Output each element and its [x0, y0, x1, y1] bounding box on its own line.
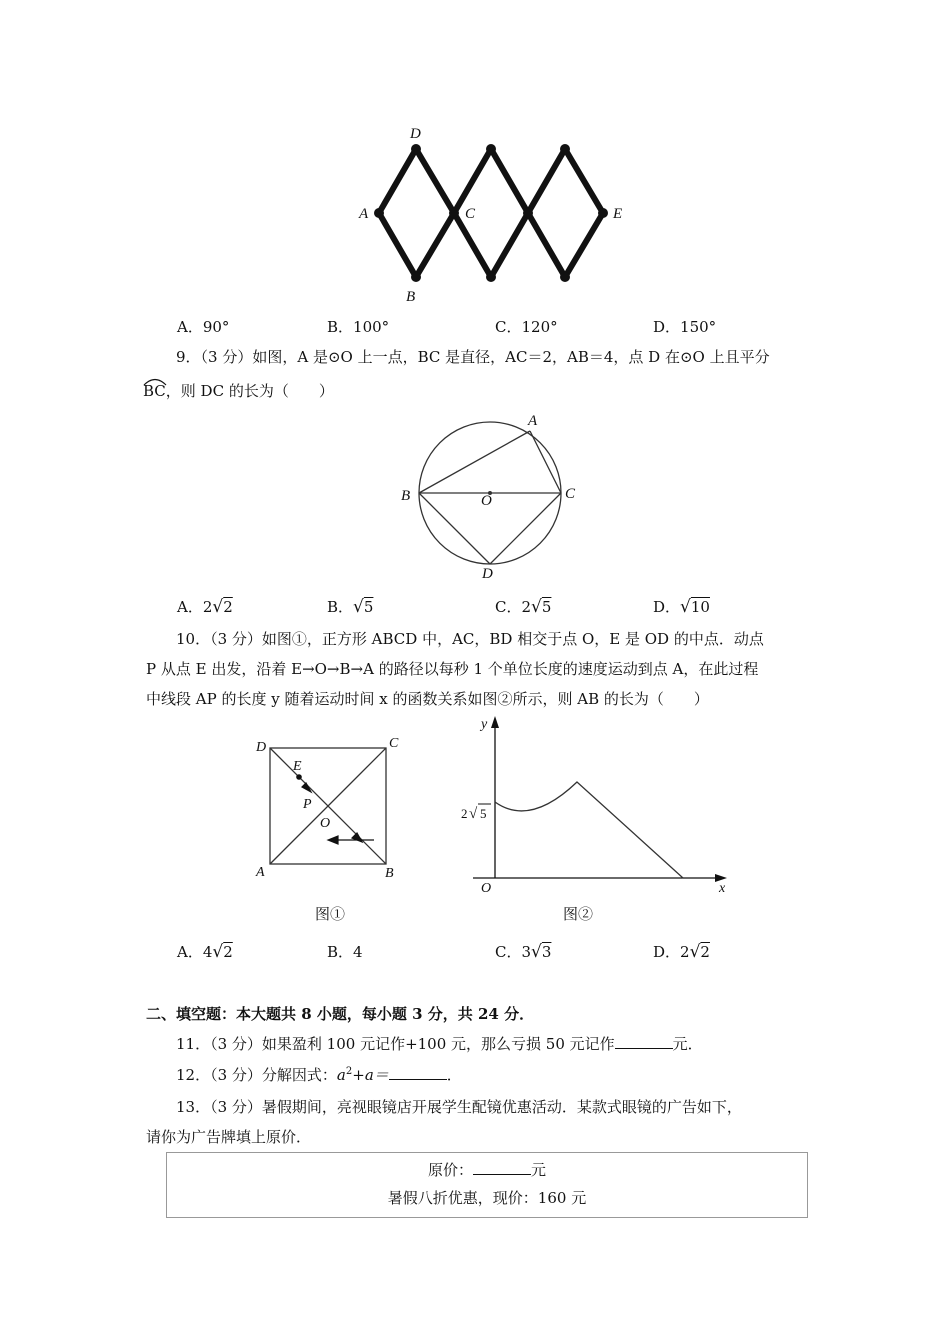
q10-fig1-label-c: C [389, 736, 399, 751]
q10-fig2-label-origin: O [481, 881, 492, 896]
q13-original-price: 原价： 元 [427, 1161, 547, 1179]
q10-fig1-label-d: D [256, 740, 267, 755]
q10-fig1-label-a: A [256, 865, 265, 880]
q9-line2: BC，则 DC 的长为（ ） [143, 380, 334, 401]
q9-choice-a: A．2√2 [177, 597, 233, 617]
q10-line2: P 从点 E 出发，沿着 E→O→B→A 的路径以每秒 1 个单位长度的速度运动到点 A，在此过程 [146, 660, 759, 678]
q10-fig2-ylabel-rad: 5 [480, 806, 487, 821]
q10-choice-d: D．2√2 [653, 942, 710, 962]
q8-figure [350, 120, 640, 310]
q8-choice-c: C．120° [495, 318, 558, 336]
q12-answer-blank[interactable] [389, 1065, 447, 1080]
q10-figure-2 [455, 712, 740, 897]
q8-label-e: E [613, 206, 623, 222]
q13-line2: 请你为广告牌填上原价． [146, 1128, 312, 1146]
q9-label-c: C [565, 486, 576, 502]
q10-fig1-caption: 图① [315, 905, 346, 923]
q9-label-d: D [482, 566, 493, 582]
q9-choice-b: B．√5 [327, 597, 374, 617]
q12: 12．（3 分）分解因式：$a^2+a=$ ． [176, 1066, 462, 1084]
q9-choice-d: D．√10 [653, 597, 710, 617]
q10-fig2-label-x: x [719, 881, 726, 896]
section-2-title: 二、填空题：本大题共 8 小题，每小题 3 分，共 24 分． [146, 1005, 535, 1023]
q13-line1: 13．（3 分）暑假期间，亮视眼镜店开展学生配镜优惠活动．某款式眼镜的广告如下， [176, 1098, 742, 1116]
q10-fig2-caption: 图② [563, 905, 594, 923]
q10-fig2-ylabel-coef: 2 [461, 806, 468, 821]
q8-label-a: A [359, 206, 369, 222]
q10-fig1-label-o: O [320, 816, 331, 831]
q11-answer-blank[interactable] [615, 1034, 673, 1049]
q9-line1: 9．（3 分）如图，A 是⊙O 上一点，BC 是直径，AC＝2，AB＝4，点 D 在⊙O 上且平分 [176, 348, 770, 366]
q9-label-o: O [481, 493, 492, 509]
q10-choice-c: C．3√3 [495, 942, 552, 962]
q10-figure-1 [250, 730, 410, 885]
q10-fig1-label-p: P [303, 797, 312, 812]
q13-discount-price: 暑假八折优惠，现价：160 元 [387, 1189, 587, 1207]
q10-line1: 10．（3 分）如图①，正方形 ABCD 中，AC，BD 相交于点 O，E 是 OD 的中点．动点 [176, 630, 764, 648]
q10-fig1-label-b: B [385, 866, 394, 881]
q8-choice-b: B．100° [327, 318, 390, 336]
q8-label-d: D [410, 126, 421, 142]
q11: 11．（3 分）如果盈利 100 元记作+100 元，那么亏损 50 元记作 元． [176, 1035, 703, 1053]
q8-choice-d: D．150° [653, 318, 717, 336]
q8-choice-a: A．90° [177, 318, 230, 336]
q8-label-b: B [406, 289, 416, 305]
svg-text:√: √ [469, 806, 478, 822]
q9-label-a: A [528, 413, 538, 429]
q10-line3: 中线段 AP 的长度 y 随着运动时间 x 的函数关系如图②所示，则 AB 的长为（ ） [146, 690, 709, 708]
q13-answer-blank[interactable] [473, 1160, 531, 1175]
q10-choice-a: A．4√2 [177, 942, 233, 962]
q9-choice-c: C．2√5 [495, 597, 552, 617]
q10-fig1-label-e: E [293, 759, 302, 774]
q10-fig2-label-y: y [481, 717, 488, 732]
q9-arc: BC [143, 382, 166, 400]
q9-figure [395, 408, 595, 583]
q8-label-c: C [465, 206, 476, 222]
q10-choice-b: B．4 [327, 943, 363, 961]
q13-ad-board [166, 1152, 808, 1218]
q9-label-b: B [401, 488, 411, 504]
